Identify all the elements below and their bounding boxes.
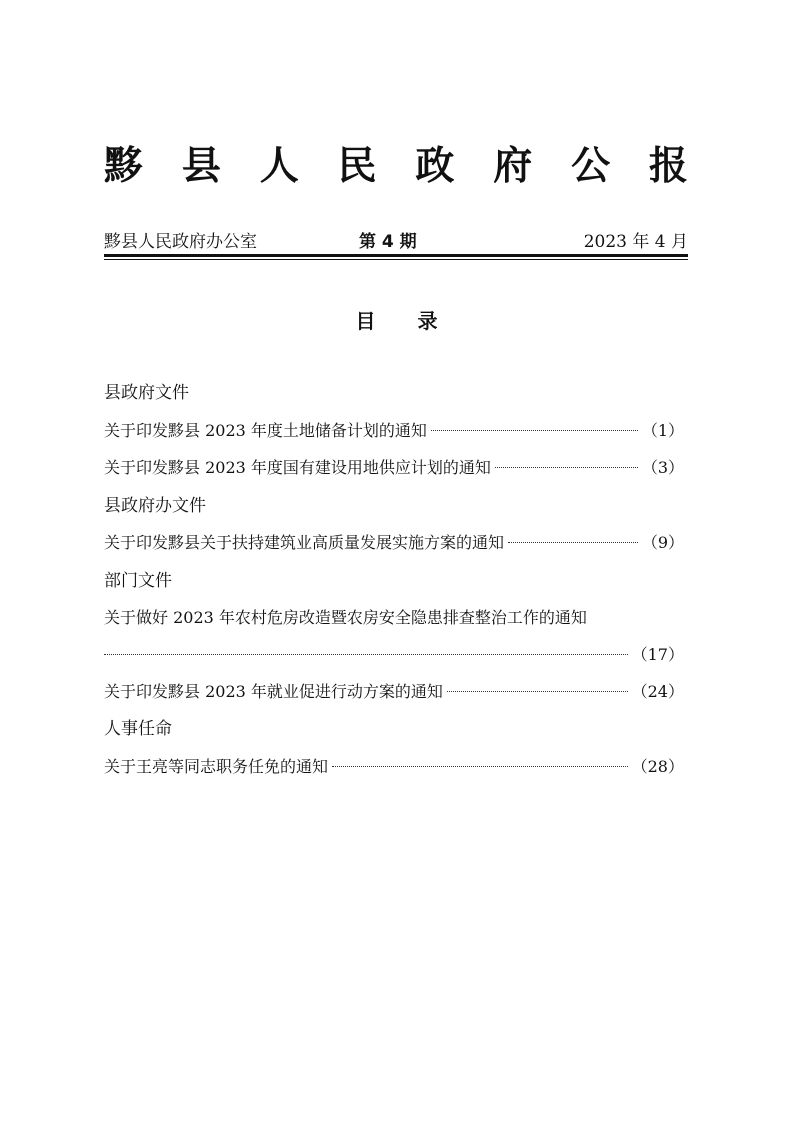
- dot-leader: [447, 691, 628, 692]
- toc-entry-title: 关于印发黟县 2023 年就业促进行动方案的通知: [104, 682, 443, 701]
- toc-section-heading: 县政府办文件: [104, 496, 206, 516]
- toc-title: 目录: [355, 309, 480, 333]
- header-rule-thin: [104, 259, 688, 260]
- toc-entry[interactable]: [104, 754, 684, 780]
- header-rule-thick: [104, 254, 688, 257]
- masthead-char: 政: [415, 144, 455, 189]
- toc-entry-page: （1）: [641, 421, 684, 440]
- dot-leader: [508, 542, 638, 543]
- masthead-char: 府: [493, 144, 533, 189]
- dot-leader: [431, 430, 638, 431]
- toc-entry-page: （3）: [641, 458, 684, 477]
- masthead-char: 县: [181, 144, 221, 189]
- toc-entry-title[interactable]: 关于做好 2023 年农村危房改造暨农房安全隐患排查整治工作的通知: [104, 608, 587, 627]
- masthead-title: [104, 140, 688, 194]
- toc-entry-page: （17）: [631, 645, 684, 664]
- toc-entry[interactable]: [104, 455, 684, 481]
- toc-entry[interactable]: [104, 418, 684, 444]
- toc-entry-title: 关于王亮等同志职务任免的通知: [104, 757, 329, 776]
- issue-date: 2023 年 4 月: [583, 232, 688, 252]
- toc-entry-page: （24）: [631, 682, 684, 701]
- masthead-char: 人: [259, 144, 299, 189]
- toc-entry-page: （9）: [641, 533, 684, 552]
- toc-section-heading: 人事任命: [104, 719, 172, 739]
- toc-entry-title: 关于印发黟县 2023 年度土地储备计划的通知: [104, 421, 427, 440]
- masthead-char: 黟: [104, 144, 144, 189]
- toc-entry-page: （28）: [631, 757, 684, 776]
- masthead-char: 公: [571, 144, 611, 189]
- dot-leader: [104, 654, 628, 655]
- toc-entry[interactable]: [104, 679, 684, 705]
- dot-leader: [495, 467, 638, 468]
- toc-entry[interactable]: [104, 530, 684, 556]
- toc-entry-continuation[interactable]: [104, 642, 684, 668]
- masthead-char: 民: [337, 144, 377, 189]
- masthead-char: 报: [648, 144, 688, 189]
- issue-line: [104, 230, 688, 254]
- toc-section-heading: 县政府文件: [104, 383, 189, 403]
- issue-number: 第 4 期: [359, 232, 417, 252]
- toc-section-heading: 部门文件: [104, 571, 172, 591]
- issuing-office: 黟县人民政府办公室: [104, 232, 257, 252]
- dot-leader: [332, 766, 628, 767]
- toc-entry-title: 关于印发黟县 2023 年度国有建设用地供应计划的通知: [104, 458, 491, 477]
- toc-entry-title: 关于印发黟县关于扶持建筑业高质量发展实施方案的通知: [104, 533, 505, 552]
